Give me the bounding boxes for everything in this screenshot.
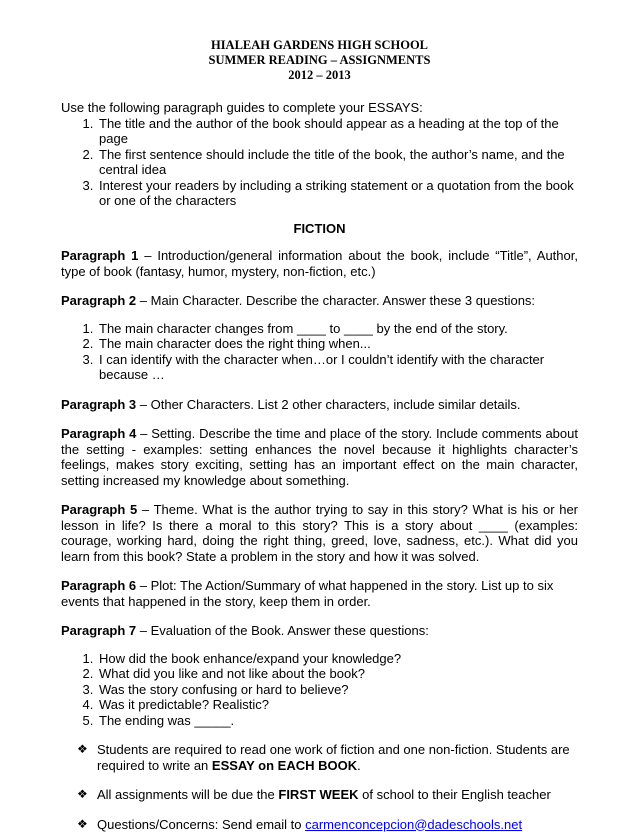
section-title: FICTION	[61, 221, 578, 237]
paragraph-text: – Main Character. Describe the character. Answer these 3 questions:	[136, 293, 535, 308]
note-requirements: ❖ Students are required to read one work of fiction and one non-fiction. Students are required to write an ESSAY on EACH BOOK.	[61, 742, 578, 773]
list-item: 3. Was the story confusing or hard to believe?	[97, 682, 578, 698]
paragraph-label: Paragraph 7	[61, 623, 136, 638]
paragraph-guide-3	[61, 397, 578, 413]
paragraph-text: – Evaluation of the Book. Answer these questions:	[136, 623, 429, 638]
notes-list	[61, 742, 578, 832]
list-item: 2. The first sentence should include the title of the book, the author’s name, and the central idea	[97, 147, 578, 178]
intro-text: Use the following paragraph guides to complete your ESSAYS:	[61, 100, 578, 116]
list-item: 4. Was it predictable? Realistic?	[97, 697, 578, 713]
list-item: 1. How did the book enhance/expand your knowledge?	[97, 651, 578, 667]
paragraph-guide-7	[61, 623, 578, 639]
paragraph-text: – Other Characters. List 2 other characters, include similar details.	[136, 397, 520, 412]
paragraph-2-questions	[61, 321, 578, 383]
paragraph-text: – Introduction/general information about the book, include “Title”, Author, type of book (fantasy, humor, mystery, non-fiction, etc.)	[61, 248, 578, 279]
diamond-bullet-icon: ❖	[77, 742, 88, 758]
note-due-date: ❖ All assignments will be due the FIRST WEEK of school to their English teacher	[61, 787, 578, 803]
paragraph-label: Paragraph 3	[61, 397, 136, 412]
paragraph-label: Paragraph 5	[61, 502, 137, 517]
email-link[interactable]: carmenconcepcion@dadeschools.net	[305, 817, 522, 832]
paragraph-label: Paragraph 6	[61, 578, 136, 593]
school-name: HIALEAH GARDENS HIGH SCHOOL	[61, 38, 578, 53]
paragraph-text: – Plot: The Action/Summary of what happened in the story. List up to six events that happened in the story, keep them in order.	[61, 578, 553, 609]
list-item: 3. I can identify with the character when…or I couldn’t identify with the character because …	[97, 352, 578, 383]
list-item: 3. Interest your readers by including a striking statement or a quotation from the book or one of the characters	[97, 178, 578, 209]
paragraph-label: Paragraph 1	[61, 248, 138, 263]
list-item: 2. The main character does the right thing when...	[97, 336, 578, 352]
paragraph-guide-1	[61, 248, 578, 279]
school-year: 2012 – 2013	[61, 68, 578, 83]
paragraph-7-questions	[61, 651, 578, 729]
list-item: 1. The main character changes from ____ to ____ by the end of the story.	[97, 321, 578, 337]
paragraph-guide-5	[61, 502, 578, 564]
paragraph-text: – Theme. What is the author trying to say in this story? What is his or her lesson in life? Is there a moral to this story? This is a story about ____ (examples: courage, working hard, doing the right thing, greed, love, sadness, etc.). What did you learn from this book? State a problem in the story and how it was solved.	[61, 502, 578, 564]
paragraph-guide-6	[61, 578, 578, 609]
paragraph-label: Paragraph 2	[61, 293, 136, 308]
paragraph-guide-4	[61, 426, 578, 488]
diamond-bullet-icon: ❖	[77, 787, 88, 803]
paragraph-label: Paragraph 4	[61, 426, 136, 441]
list-item: 5. The ending was _____.	[97, 713, 578, 729]
intro-list	[61, 116, 578, 209]
diamond-bullet-icon: ❖	[77, 817, 88, 832]
note-contact: ❖ Questions/Concerns: Send email to carmenconcepcion@dadeschools.net	[61, 817, 578, 832]
document-header	[61, 38, 578, 83]
list-item: 2. What did you like and not like about the book?	[97, 666, 578, 682]
list-item: 1. The title and the author of the book should appear as a heading at the top of the page	[97, 116, 578, 147]
paragraph-text: – Setting. Describe the time and place of the story. Include comments about the setting - examples: setting enhances the novel because it highlights character’s feelings, makes story exciting, setting has an important effect on the main character, setting increased my knowledge about something.	[61, 426, 578, 488]
intro-section	[61, 100, 578, 209]
paragraph-guide-2	[61, 293, 578, 309]
document-title: SUMMER READING – ASSIGNMENTS	[61, 53, 578, 68]
